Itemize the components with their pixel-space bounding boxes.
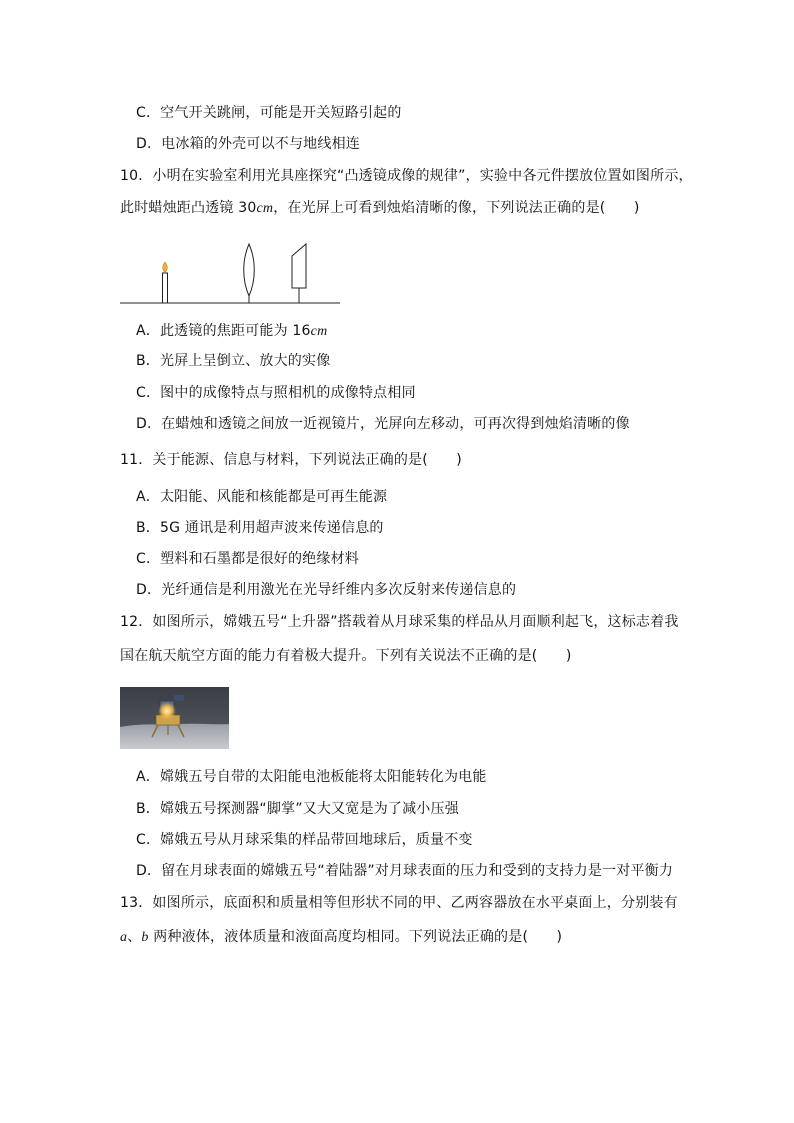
q12-option-a: A．嫦娥五号自带的太阳能电池板能将太阳能转化为电能 (136, 769, 487, 785)
q13-stem-line1: 13．如图所示，底面积和质量相等但形状不同的甲、乙两容器放在水平桌面上，分别装有 (120, 895, 678, 911)
candle-icon (163, 262, 168, 303)
q13-liquid-a: a (120, 930, 128, 945)
q11-option-c: C．塑料和石墨都是很好的绝缘材料 (136, 551, 359, 567)
q10-option-a-unit: cm (310, 324, 328, 339)
q11-option-d: D．光纤通信是利用激光在光导纤维内多次反射来传递信息的 (136, 582, 517, 598)
q10-option-b: B．光屏上呈倒立、放大的实像 (136, 353, 331, 369)
q10-stem-line1: 10．小明在实验室利用光具座探究“凸透镜成像的规律”，实验中各元件摆放位置如图所示， (120, 168, 693, 184)
optical-bench-figure (120, 238, 342, 308)
q10-option-c: C．图中的成像特点与照相机的成像特点相同 (136, 385, 416, 401)
convex-lens-icon (244, 244, 255, 296)
q11-option-a: A．太阳能、风能和核能都是可再生能源 (136, 489, 388, 505)
q13-liquid-b: b (141, 930, 149, 945)
q11-stem: 11．关于能源、信息与材料，下列说法正确的是( ) (120, 452, 462, 468)
q10-unit: cm (256, 201, 274, 216)
q13-stem-tail: 两种液体，液体质量和液面高度均相同。下列说法正确的是( ) (148, 929, 563, 945)
q10-option-a (136, 321, 327, 342)
q10-stem-text-tail: ，在光屏上可看到烛焰清晰的像，下列说法正确的是( ) (273, 200, 640, 216)
q12-stem-line1: 12．如图所示，嫦娥五号“上升器”搭载着从月球采集的样品从月面顺利起飞，这标志着我 (120, 614, 679, 630)
q12-option-d: D．留在月球表面的嫦娥五号“着陆器”对月球表面的压力和受到的支持力是一对平衡力 (136, 863, 674, 879)
q9-option-d: D．电冰箱的外壳可以不与地线相连 (136, 136, 360, 152)
q9-option-c: C．空气开关跳闸，可能是开关短路引起的 (136, 105, 402, 121)
lunar-lander-photo (120, 687, 229, 749)
q10-option-d: D．在蜡烛和透镜之间放一近视镜片，光屏向左移动，可再次得到烛焰清晰的像 (136, 416, 630, 432)
q12-option-b: B．嫦娥五号探测器“脚掌”又大又宽是为了减小压强 (136, 801, 459, 817)
q10-option-a-text: A．此透镜的焦距可能为 16 (136, 323, 311, 339)
q12-stem-line2: 国在航天航空方面的能力有着极大提升。下列有关说法不正确的是( ) (120, 648, 572, 664)
q11-option-b: B．5G 通讯是利用超声波来传递信息的 (136, 520, 384, 536)
q13-stem-line2 (120, 927, 562, 948)
q10-stem-text: 此时蜡烛距凸透镜 30 (120, 200, 257, 216)
light-screen-icon (292, 244, 306, 303)
q12-option-c: C．嫦娥五号从月球采集的样品带回地球后，质量不变 (136, 832, 473, 848)
q13-separator: 、 (127, 929, 142, 945)
q10-stem-line2 (120, 198, 640, 219)
